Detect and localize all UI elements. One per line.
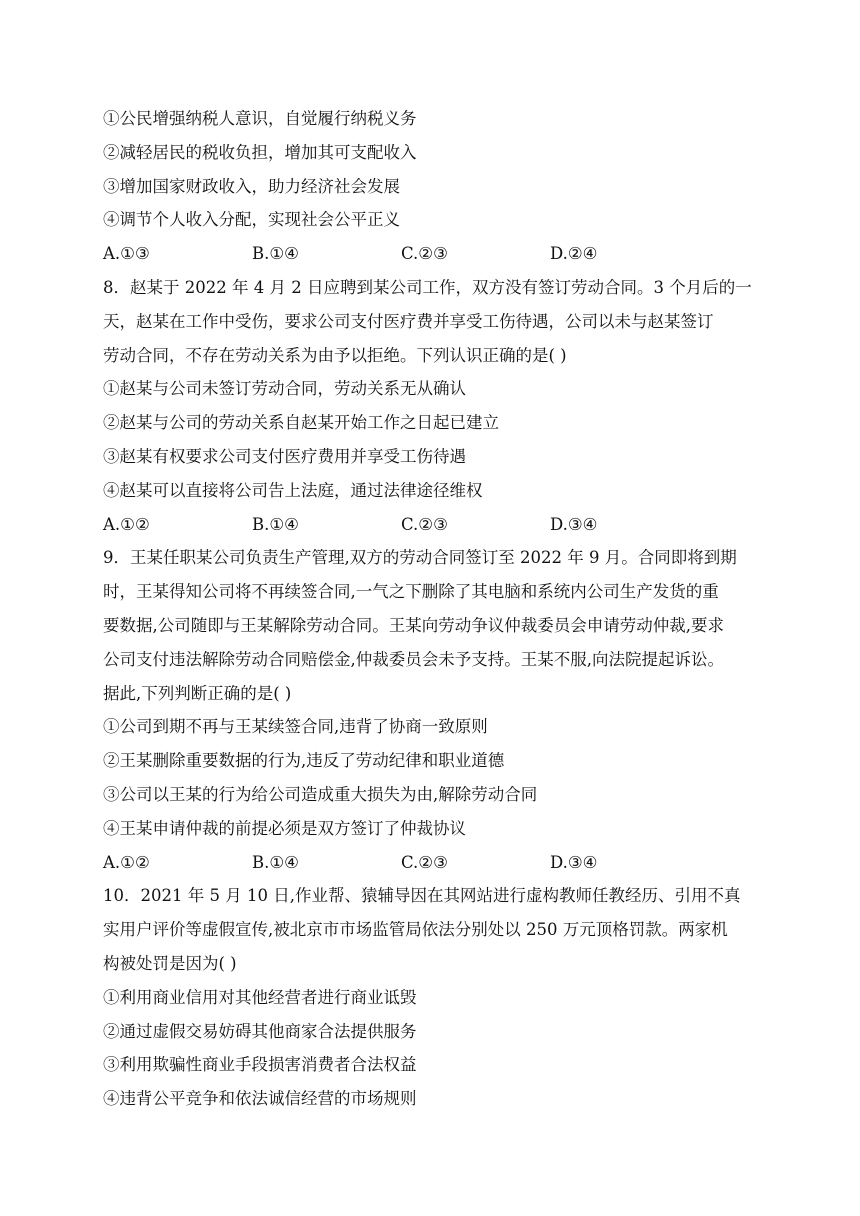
question-stem-line: 9．王某任职某公司负责生产管理,双方的劳动合同签订至 2022 年 9 月。合同即将到期 [103,548,737,568]
option-d: D.②④ [550,244,598,264]
option-c: C.②③ [401,514,448,534]
question-7 [103,102,763,271]
statement-3: ③公司以王某的行为给公司造成重大损失为由,解除劳动合同 [103,784,538,804]
statement-3: ③增加国家财政收入，助力经济社会发展 [103,176,400,196]
question-stem-line: 劳动合同，不存在劳动关系为由予以拒绝。下列认识正确的是( ) [103,345,567,365]
statement-4: ④调节个人收入分配，实现社会公平正义 [103,210,400,230]
option-c: C.②③ [401,244,448,264]
question-content [103,102,763,1116]
option-b: B.①④ [252,514,299,534]
option-d: D.③④ [550,514,598,534]
question-stem-line: 构被处罚是因为( ) [103,953,237,973]
question-9 [103,541,763,879]
question-stem-line: 8．赵某于 2022 年 4 月 2 日应聘到某公司工作，双方没有签订劳动合同。3 个月后的一 [103,277,752,297]
option-a: A.①② [103,514,150,534]
statement-1: ①公司到期不再与王某续签合同,违背了协商一致原则 [103,717,488,737]
question-stem-line: 时，王某得知公司将不再续签合同,一气之下删除了其电脑和系统内公司生产发货的重 [103,582,719,602]
answer-options [103,508,763,542]
question-stem-line: 要数据,公司随即与王某解除劳动合同。王某向劳动争议仲裁委员会申请劳动仲裁,要求 [103,615,724,635]
statement-2: ②通过虚假交易妨碍其他商家合法提供服务 [103,1021,417,1041]
statement-2: ②王某删除重要数据的行为,违反了劳动纪律和职业道德 [103,751,505,771]
question-10 [103,879,763,1116]
question-8 [103,271,763,541]
question-stem-line: 公司支付违法解除劳动合同赔偿金,仲裁委员会未予支持。王某不服,向法院提起诉讼。 [103,649,724,669]
answer-options [103,237,763,271]
statement-2: ②减轻居民的税收负担，增加其可支配收入 [103,142,417,162]
question-stem-line: 实用户评价等虚假宣传,被北京市市场监管局依法分别处以 250 万元顶格罚款。两家机 [103,920,728,940]
answer-options [103,846,763,880]
statement-4: ④王某申请仲裁的前提必须是双方签订了仲裁协议 [103,818,466,838]
question-stem-line: 10．2021 年 5 月 10 日,作业帮、猿辅导因在其网站进行虚构教师任教经历、引用不真 [103,886,741,906]
option-a: A.①② [103,852,150,872]
statement-1: ①公民增强纳税人意识，自觉履行纳税义务 [103,109,417,128]
option-b: B.①④ [252,852,299,872]
statement-1: ①利用商业信用对其他经营者进行商业诋毁 [103,987,417,1007]
option-c: C.②③ [401,852,448,872]
statement-3: ③利用欺骗性商业手段损害消费者合法权益 [103,1055,417,1075]
statement-4: ④赵某可以直接将公司告上法庭，通过法律途径维权 [103,480,483,500]
statement-3: ③赵某有权要求公司支付医疗费用并享受工伤待遇 [103,446,466,466]
question-stem-line: 据此,下列判断正确的是( ) [103,683,292,703]
statement-2: ②赵某与公司的劳动关系自赵某开始工作之日起已建立 [103,413,499,433]
option-b: B.①④ [252,244,299,264]
statement-4: ④违背公平竞争和依法诚信经营的市场规则 [103,1089,417,1109]
option-d: D.③④ [550,852,598,872]
question-stem-line: 天，赵某在工作中受伤，要求公司支付医疗费并享受工伤待遇，公司以未与赵某签订 [103,311,714,331]
option-a: A.①③ [103,244,150,264]
statement-1: ①赵某与公司未签订劳动合同，劳动关系无从确认 [103,379,466,399]
